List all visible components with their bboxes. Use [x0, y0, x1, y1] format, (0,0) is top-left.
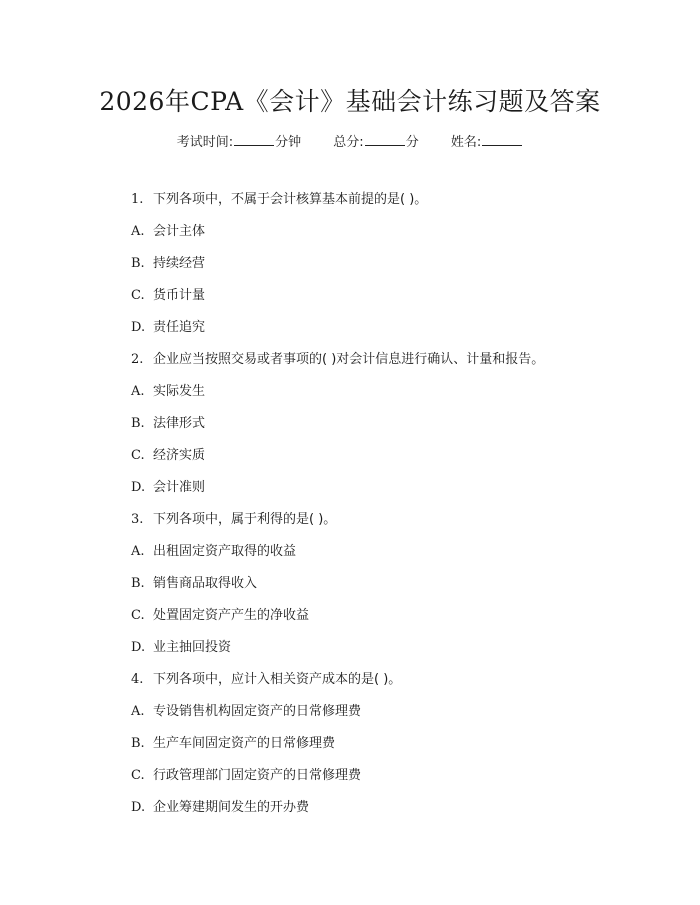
option	[131, 220, 544, 252]
question-number: 3.	[131, 512, 144, 527]
name-label: 姓名:	[450, 135, 482, 150]
question-stem	[131, 348, 544, 380]
option-letter: C.	[131, 768, 145, 783]
option-letter: B.	[131, 736, 145, 751]
option-letter: C.	[131, 608, 145, 623]
question-number: 1.	[131, 192, 144, 207]
question-text: 下列各项中，应计入相关资产成本的是( )。	[153, 672, 402, 687]
option-text: 企业筹建期间发生的开办费	[153, 800, 310, 815]
time-blank	[234, 131, 274, 146]
option-letter: A.	[131, 224, 145, 239]
option-text: 出租固定资产取得的收益	[153, 544, 297, 559]
option-text: 处置固定资产产生的净收益	[153, 608, 310, 623]
option-text: 会计主体	[153, 224, 206, 239]
score-blank	[365, 131, 405, 146]
page-title: 2026年CPA《会计》基础会计练习题及答案	[99, 87, 601, 116]
option-text: 法律形式	[153, 416, 206, 431]
option-letter: A.	[131, 544, 145, 559]
option	[131, 316, 544, 348]
option-letter: C.	[131, 448, 145, 463]
option-letter: C.	[131, 288, 145, 303]
option	[131, 380, 544, 412]
option	[131, 540, 544, 572]
option	[131, 444, 544, 476]
question-stem	[131, 188, 544, 220]
option	[131, 252, 544, 284]
option	[131, 284, 544, 316]
option	[131, 700, 544, 732]
score-label: 总分:	[333, 135, 364, 150]
option-text: 专设销售机构固定资产的日常修理费	[153, 704, 362, 719]
exam-meta	[0, 131, 700, 150]
question-text: 下列各项中，属于利得的是( )。	[153, 512, 337, 527]
option	[131, 412, 544, 444]
name-blank	[482, 131, 522, 146]
option-text: 业主抽回投资	[153, 640, 232, 655]
question-stem	[131, 668, 544, 700]
option	[131, 476, 544, 508]
option	[131, 764, 544, 796]
question-text: 企业应当按照交易或者事项的( )对会计信息进行确认、计量和报告。	[153, 352, 545, 367]
question-stem	[131, 508, 544, 540]
option-text: 货币计量	[153, 288, 206, 303]
option-letter: A.	[131, 704, 145, 719]
option-letter: D.	[131, 640, 146, 655]
option-letter: A.	[131, 384, 145, 399]
option	[131, 796, 544, 828]
option-letter: D.	[131, 800, 146, 815]
option-letter: B.	[131, 416, 145, 431]
option	[131, 572, 544, 604]
option-letter: B.	[131, 256, 145, 271]
question-list	[131, 188, 544, 828]
question-number: 2.	[131, 352, 144, 367]
option-text: 行政管理部门固定资产的日常修理费	[153, 768, 362, 783]
question-number: 4.	[131, 672, 144, 687]
option-letter: B.	[131, 576, 145, 591]
option-text: 实际发生	[153, 384, 206, 399]
option-text: 生产车间固定资产的日常修理费	[153, 736, 336, 751]
option-letter: D.	[131, 480, 146, 495]
option-text: 销售商品取得收入	[153, 576, 258, 591]
option-letter: D.	[131, 320, 146, 335]
option-text: 责任追究	[153, 320, 206, 335]
exam-time	[177, 135, 306, 150]
option	[131, 636, 544, 668]
time-unit: 分钟	[275, 135, 302, 150]
option	[131, 604, 544, 636]
score-unit: 分	[405, 135, 419, 150]
time-label: 考试时间:	[176, 135, 234, 150]
exam-name	[451, 135, 523, 150]
question-text: 下列各项中，不属于会计核算基本前提的是( )。	[153, 192, 428, 207]
exam-score	[333, 135, 423, 150]
option	[131, 732, 544, 764]
option-text: 持续经营	[153, 256, 206, 271]
option-text: 会计准则	[153, 480, 206, 495]
option-text: 经济实质	[153, 448, 206, 463]
